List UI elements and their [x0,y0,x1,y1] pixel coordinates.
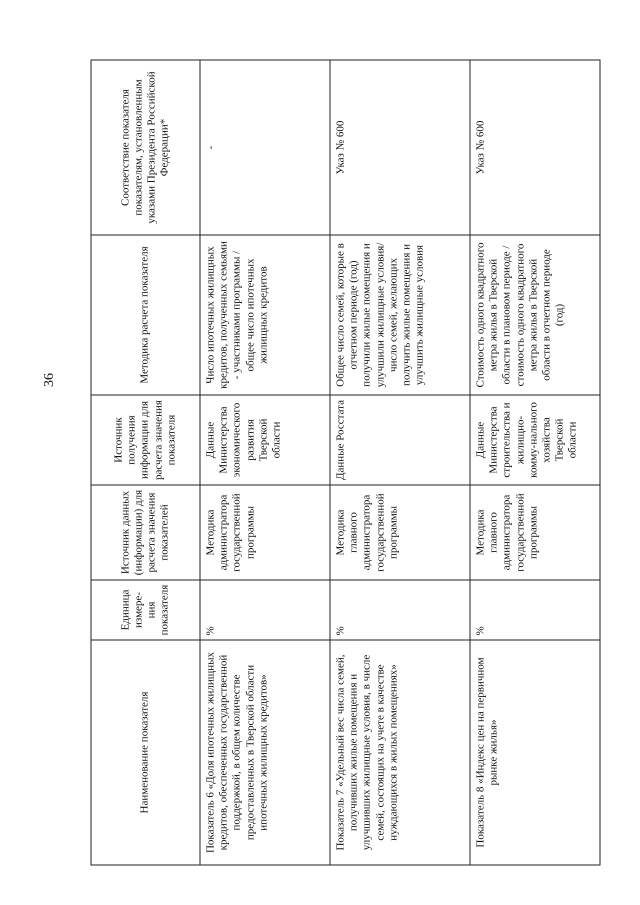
cell-info-source: Данные Министерства строительства и жилищно-комму-нального хозяйства Тверской области [470,395,600,485]
cell-unit: % [470,580,600,640]
cell-data-source: Методика администратора государственной программы [200,485,330,580]
cell-unit: % [330,580,470,640]
cell-info-source: Данные Росстата [330,395,470,485]
cell-name: Показатель 6 «Доля ипотечных жилищных кредитов, обеспеченных государственной поддержкой, в общем количестве предоставленных в Тверской области ипотечных жилищных кредитов» [200,640,330,865]
header-method: Методика расчета показателя [91,235,200,395]
cell-method: Число ипотечных жилищных кредитов, полученных семьями - участниками программы / общее число ипотечных жилищных кредитов [200,235,330,395]
cell-compliance: - [200,60,330,235]
table-row [330,60,470,865]
header-info-source: Источник получения информации для расчета значения показателя [91,395,200,485]
cell-name: Показатель 7 «Удельный вес числа семей, получивших жилые помещения и улучшивших жилищные условия, в числе семей, состоящих на учете в качестве нуждающихся в жилых помещениях» [330,640,470,865]
indicators-table [90,59,600,865]
table-row [470,60,600,865]
table-row [200,60,330,865]
table-header-row [91,60,200,865]
header-data-source: Источник данных (информации) для расчета значения показателей [91,485,200,580]
cell-method: Общее число семей, которые в отчетном периоде (год) получили жилые помещения и улучшили жилищные условия/число семей, желающих получить жилые помещения и улучшить жилищные условия [330,235,470,395]
cell-unit: % [200,580,330,640]
table-landscape [90,60,590,865]
header-unit: Единица измере-ния показателя [91,580,200,640]
cell-data-source: Методика главного администратора государственной программы [470,485,600,580]
cell-data-source: Методика главного администратора государственной программы [330,485,470,580]
cell-name: Показатель 8 «Индекс цен на первичном рынке жилья» [470,640,600,865]
page-number: 36 [42,373,57,387]
header-indicator-name: Наименование показателя [91,640,200,865]
cell-info-source: Данные Министерства экономического развития Тверской области [200,395,330,485]
header-compliance: Соответствие показателя показателям, установленным указами Президента Российской Федерации* [91,60,200,235]
cell-compliance: Указ № 600 [470,60,600,235]
cell-method: Стоимость одного квадратного метра жилья в Тверской области в плановом периоде / стоимость одного квадратного метра жилья в Тверской области в отчетном периоде (год) [470,235,600,395]
cell-compliance: Указ № 600 [330,60,470,235]
rotated-table-wrapper [90,60,590,865]
